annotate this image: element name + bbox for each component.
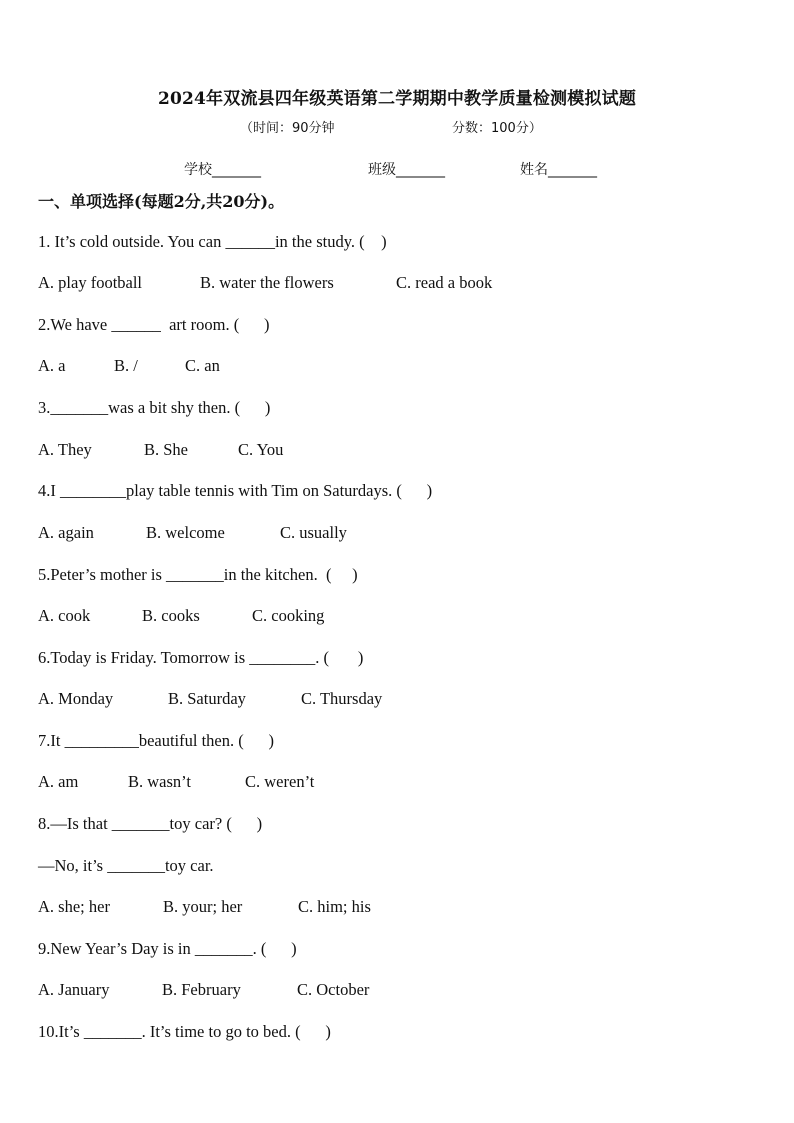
class-field: 班级_______ xyxy=(368,162,445,178)
option-c: C. Thursday xyxy=(301,689,383,708)
option-a: A. a xyxy=(38,356,66,375)
exam-time: （时间：90分钟 xyxy=(240,121,335,136)
question-2: 2.We have ______ art room. ( ) xyxy=(38,315,270,334)
question-6: 6.Today is Friday. Tomorrow is ________. ( ) xyxy=(38,648,364,667)
question-8: 8.—Is that _______toy car? ( ) xyxy=(38,814,263,833)
option-a: A. January xyxy=(38,980,110,999)
name-field: 姓名_______ xyxy=(520,162,597,178)
option-c: C. weren’t xyxy=(245,772,315,791)
option-b: B. February xyxy=(162,980,241,999)
option-b: B. your; her xyxy=(163,897,243,916)
question-3: 3._______was a bit shy then. ( ) xyxy=(38,398,271,417)
option-c: C. an xyxy=(185,356,220,375)
option-a: A. They xyxy=(38,440,92,459)
option-b: B. cooks xyxy=(142,606,200,625)
school-field: 学校_______ xyxy=(184,162,261,178)
question-10: 10.It’s _______. It’s time to go to bed. ( ) xyxy=(38,1022,331,1041)
question-7: 7.It _________beautiful then. ( ) xyxy=(38,731,274,750)
question-5: 5.Peter’s mother is _______in the kitchen. ( ) xyxy=(38,565,358,584)
question-1: 1. It’s cold outside. You can ______in the study. ( ) xyxy=(38,232,387,251)
exam-title: 2024年双流县四年级英语第二学期期中教学质量检测模拟试题 xyxy=(157,89,637,109)
option-a: A. cook xyxy=(38,606,91,625)
option-b: B. Saturday xyxy=(168,689,246,708)
option-a: A. am xyxy=(38,772,79,791)
question-4: 4.I ________play table tennis with Tim on Saturdays. ( ) xyxy=(38,481,433,500)
section-title: 一、单项选择(每题2分,共20分)。 xyxy=(38,192,285,211)
question-9: 9.New Year’s Day is in _______. ( ) xyxy=(38,939,297,958)
option-b: B. wasn’t xyxy=(128,772,191,791)
option-b: B. She xyxy=(144,440,189,459)
option-a: A. play football xyxy=(38,273,143,292)
option-b: B. welcome xyxy=(146,523,225,542)
option-c: C. You xyxy=(238,440,284,459)
option-c: C. read a book xyxy=(396,273,493,292)
option-c: C. cooking xyxy=(252,606,325,625)
option-a: A. she; her xyxy=(38,897,110,916)
option-b: B. water the flowers xyxy=(200,273,334,292)
option-c: C. usually xyxy=(280,523,347,542)
option-b: B. / xyxy=(114,356,138,375)
option-c: C. him; his xyxy=(298,897,371,916)
option-a: A. again xyxy=(38,523,94,542)
question-8-reply: —No, it’s _______toy car. xyxy=(38,856,214,875)
option-a: A. Monday xyxy=(38,689,114,708)
option-c: C. October xyxy=(297,980,370,999)
exam-score: 分数：100分） xyxy=(452,121,542,136)
